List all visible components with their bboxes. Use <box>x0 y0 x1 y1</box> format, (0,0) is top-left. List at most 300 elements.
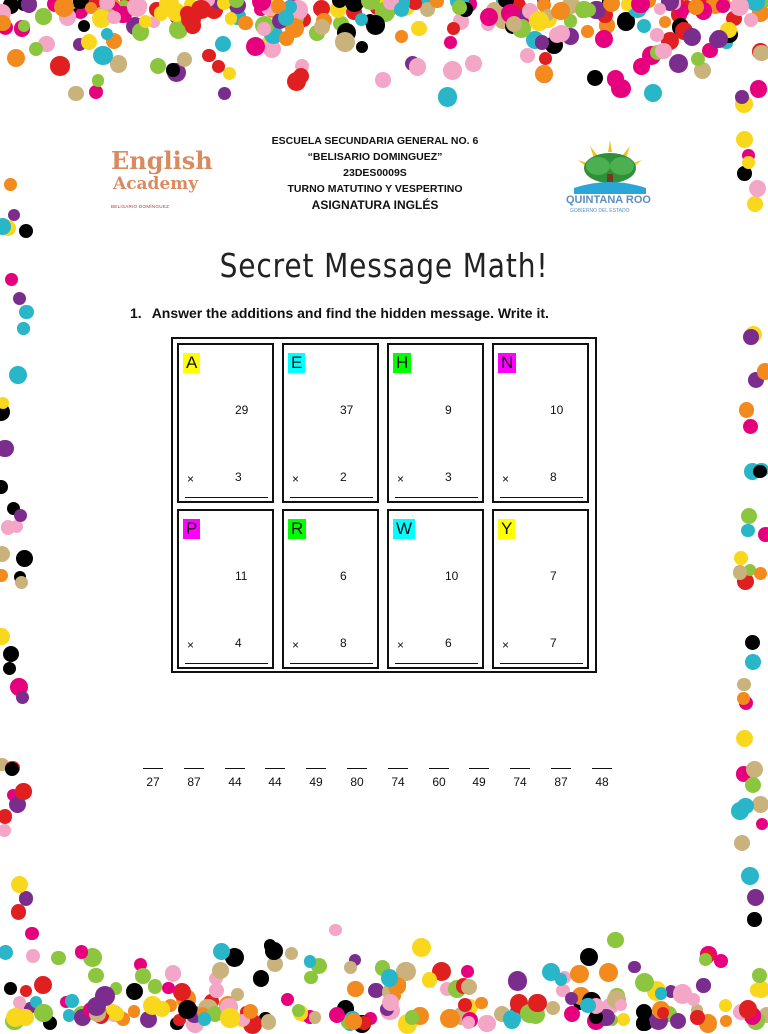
confetti-dot <box>25 927 38 940</box>
confetti-dot <box>440 1009 460 1029</box>
confetti-dot <box>6 1008 25 1027</box>
confetti-dot <box>347 981 364 998</box>
code-slot[interactable] <box>260 768 290 789</box>
confetti-dot <box>753 465 767 479</box>
problem-card-p <box>177 509 274 669</box>
confetti-dot <box>669 54 688 73</box>
answer-line[interactable] <box>290 497 373 498</box>
code-blank-line[interactable] <box>592 768 612 769</box>
confetti-dot <box>126 983 143 1000</box>
confetti-dot <box>745 635 760 650</box>
confetti-dot <box>26 949 40 963</box>
worksheet-title: Secret Message Math! <box>219 246 549 285</box>
confetti-dot <box>246 37 265 56</box>
confetti-dot <box>11 904 26 919</box>
confetti-dot <box>16 550 33 567</box>
confetti-dot <box>253 970 269 986</box>
code-slot[interactable] <box>138 768 168 789</box>
confetti-dot <box>746 761 763 778</box>
confetti-dot <box>223 67 236 80</box>
confetti-dot <box>747 912 762 927</box>
confetti-dot <box>177 52 192 67</box>
school-header <box>200 133 550 213</box>
confetti-dot <box>154 1001 170 1017</box>
code-slot[interactable] <box>587 768 617 789</box>
code-blank-line[interactable] <box>469 768 489 769</box>
multiply-sign: × <box>397 472 405 486</box>
code-blank-line[interactable] <box>510 768 530 769</box>
problem-card-h <box>387 343 484 503</box>
confetti-dot <box>758 527 768 542</box>
confetti-dot <box>202 49 215 62</box>
confetti-dot <box>29 42 43 56</box>
confetti-dot <box>93 46 113 66</box>
confetti-dot <box>238 16 252 30</box>
code-blank-line[interactable] <box>429 768 449 769</box>
confetti-dot <box>3 646 19 662</box>
confetti-dot <box>218 87 231 100</box>
confetti-dot <box>51 951 65 965</box>
confetti-dot <box>710 30 728 48</box>
confetti-dot <box>166 63 180 77</box>
confetti-dot <box>87 997 106 1016</box>
confetti-dot <box>744 13 758 27</box>
school-code: 23DES0009S <box>343 167 407 179</box>
confetti-dot <box>654 3 666 15</box>
confetti-dot <box>279 31 294 46</box>
confetti-dot <box>529 11 549 31</box>
confetti-dot <box>0 569 8 582</box>
confetti-dot <box>20 985 32 997</box>
confetti-dot <box>34 976 52 994</box>
confetti-dot <box>635 973 654 992</box>
confetti-dot <box>636 1004 652 1020</box>
confetti-dot <box>13 292 27 306</box>
answer-line[interactable] <box>185 663 268 664</box>
code-number: 87 <box>554 775 568 789</box>
confetti-dot <box>3 662 16 675</box>
card-top-number: 37 <box>340 403 354 417</box>
confetti-dot <box>631 0 649 13</box>
code-blank-line[interactable] <box>143 768 163 769</box>
confetti-dot <box>14 509 27 522</box>
confetti-dot <box>570 965 588 983</box>
confetti-dot <box>750 80 768 98</box>
code-number: 60 <box>432 775 446 789</box>
quintana-roo-logo <box>560 138 660 220</box>
confetti-dot <box>309 1011 321 1023</box>
confetti-dot <box>699 953 712 966</box>
code-blank-line[interactable] <box>388 768 408 769</box>
confetti-dot <box>88 968 103 983</box>
confetti-dot <box>655 987 667 999</box>
confetti-dot <box>50 56 70 76</box>
code-number: 74 <box>391 775 405 789</box>
confetti-dot <box>11 876 28 893</box>
confetti-dot <box>615 999 627 1011</box>
confetti-dot <box>15 783 31 799</box>
confetti-dot <box>535 35 549 49</box>
confetti-dot <box>611 79 631 99</box>
confetti-dot <box>1 520 15 534</box>
confetti-dot <box>19 305 33 319</box>
card-bottom-number: 8 <box>340 636 347 650</box>
confetti-dot <box>355 13 368 26</box>
multiply-sign: × <box>292 638 300 652</box>
problem-card-e <box>282 343 379 503</box>
confetti-dot <box>4 178 17 191</box>
multiply-sign: × <box>292 472 300 486</box>
confetti-dot <box>21 0 37 13</box>
code-blank-line[interactable] <box>265 768 285 769</box>
confetti-dot <box>528 994 546 1012</box>
confetti-dot <box>68 86 83 101</box>
confetti-dot <box>739 1000 758 1019</box>
code-number: 44 <box>228 775 242 789</box>
confetti-dot <box>535 65 553 83</box>
card-top-number: 10 <box>550 403 564 417</box>
confetti-dot <box>443 61 462 80</box>
card-letter: W <box>393 519 415 539</box>
confetti-dot <box>659 16 671 28</box>
confetti-dot <box>287 72 306 91</box>
confetti-dot <box>650 28 664 42</box>
confetti-dot <box>150 58 166 74</box>
confetti-dot <box>430 0 444 8</box>
confetti-dot <box>19 891 34 906</box>
confetti-dot <box>754 567 768 581</box>
card-bottom-number: 7 <box>550 636 557 650</box>
confetti-dot <box>329 1007 345 1023</box>
multiply-sign: × <box>502 472 510 486</box>
confetti-dot <box>752 968 767 983</box>
code-slot[interactable] <box>546 768 576 789</box>
confetti-dot <box>737 678 750 691</box>
answer-line[interactable] <box>395 663 478 664</box>
confetti-dot <box>520 48 535 63</box>
confetti-dot <box>688 0 704 15</box>
confetti-dot <box>405 1010 420 1025</box>
card-letter: P <box>183 519 200 539</box>
confetti-dot <box>162 982 174 994</box>
code-slot[interactable] <box>383 768 413 789</box>
confetti-dot <box>5 762 19 776</box>
code-blank-line[interactable] <box>306 768 326 769</box>
problem-card-a <box>177 343 274 503</box>
confetti-dot <box>89 85 103 99</box>
confetti-dot <box>314 19 330 35</box>
card-letter: H <box>393 353 411 373</box>
confetti-dot <box>756 818 768 831</box>
confetti-dot <box>735 90 749 104</box>
confetti-dot <box>344 961 357 974</box>
multiply-sign: × <box>502 638 510 652</box>
code-slot[interactable] <box>464 768 494 789</box>
confetti-dot <box>628 961 640 973</box>
confetti-dot <box>395 30 408 43</box>
confetti-dot <box>264 939 277 952</box>
confetti-dot <box>539 52 552 65</box>
problem-grid <box>171 337 597 673</box>
card-letter: N <box>498 353 516 373</box>
code-number: 74 <box>513 775 527 789</box>
confetti-dot <box>617 1013 630 1026</box>
code-number: 49 <box>309 775 323 789</box>
instruction <box>130 305 549 321</box>
confetti-dot <box>736 730 753 747</box>
confetti-dot <box>743 419 758 434</box>
confetti-dot <box>154 6 168 20</box>
confetti-dot <box>148 979 163 994</box>
confetti-dot <box>78 20 90 32</box>
logo-subtext: BELISARIO DOMÍNGUEZ <box>111 204 170 209</box>
confetti-dot <box>655 43 672 60</box>
confetti-dot <box>461 979 477 995</box>
confetti-dot <box>375 72 391 88</box>
instruction-number: 1. <box>130 305 142 321</box>
confetti-dot <box>734 551 748 565</box>
confetti-dot <box>5 273 18 286</box>
confetti-dot <box>135 968 151 984</box>
confetti-dot <box>739 402 755 418</box>
confetti-dot <box>549 27 565 43</box>
card-letter: R <box>288 519 306 539</box>
code-blank-line[interactable] <box>551 768 571 769</box>
confetti-dot <box>581 25 594 38</box>
code-slot[interactable] <box>220 768 250 789</box>
confetti-dot <box>9 366 27 384</box>
confetti-dot <box>753 45 768 62</box>
confetti-dot <box>173 983 191 1001</box>
confetti-dot <box>165 965 181 981</box>
code-number: 87 <box>187 775 201 789</box>
card-top-number: 11 <box>235 569 248 583</box>
code-blank-line[interactable] <box>184 768 204 769</box>
confetti-dot <box>356 41 369 54</box>
confetti-dot <box>447 22 460 35</box>
confetti-dot <box>19 224 33 238</box>
confetti-dot <box>225 12 238 25</box>
confetti-dot <box>745 654 761 670</box>
answer-line[interactable] <box>500 663 583 664</box>
confetti-dot <box>633 58 650 75</box>
confetti-dot <box>0 546 10 562</box>
confetti-dot <box>508 971 527 990</box>
card-letter: A <box>183 353 200 373</box>
code-blank-line[interactable] <box>225 768 245 769</box>
confetti-dot <box>422 972 438 988</box>
confetti-dot <box>4 982 17 995</box>
confetti-dot <box>546 1001 560 1015</box>
confetti-dot <box>54 0 74 17</box>
confetti-dot <box>734 835 750 851</box>
confetti-dot <box>285 947 298 960</box>
code-blank-line[interactable] <box>347 768 367 769</box>
code-slot[interactable] <box>342 768 372 789</box>
tree-emblem-icon <box>560 138 660 198</box>
card-bottom-number: 4 <box>235 636 242 650</box>
confetti-dot <box>92 74 104 86</box>
code-number: 49 <box>472 775 486 789</box>
subject: ASIGNATURA INGLÉS <box>311 198 439 212</box>
confetti-dot <box>16 691 29 704</box>
confetti-dot <box>180 6 195 21</box>
confetti-dot <box>0 440 14 457</box>
confetti-dot <box>261 1014 276 1029</box>
logo-government-text: GOBIERNO DEL ESTADO <box>570 208 630 214</box>
school-honoree: “BELISARIO DOMINGUEZ” <box>307 151 443 163</box>
school-name: ESCUELA SECUNDARIA GENERAL NO. 6 <box>271 135 479 147</box>
logo-academy-text: Academy <box>113 174 199 194</box>
confetti-dot <box>81 34 97 50</box>
confetti-dot <box>75 945 89 959</box>
confetti-dot <box>0 628 10 645</box>
confetti-dot <box>742 156 755 169</box>
confetti-dot <box>565 992 578 1005</box>
confetti-dot <box>551 5 566 20</box>
confetti-dot <box>0 809 12 824</box>
confetti-dot <box>35 8 51 24</box>
instruction-text: Answer the additions and find the hidden message. Write it. <box>151 305 549 321</box>
card-bottom-number: 3 <box>445 470 452 484</box>
confetti-dot <box>749 180 766 197</box>
card-bottom-number: 3 <box>235 470 242 484</box>
card-bottom-number: 2 <box>340 470 347 484</box>
confetti-dot <box>752 796 768 813</box>
confetti-dot <box>409 58 427 76</box>
problem-card-r <box>282 509 379 669</box>
confetti-dot <box>304 971 317 984</box>
confetti-dot <box>696 978 710 992</box>
code-slot[interactable] <box>301 768 331 789</box>
confetti-dot <box>716 0 730 13</box>
multiply-sign: × <box>397 638 405 652</box>
confetti-dot <box>741 867 759 885</box>
confetti-dot <box>335 32 355 52</box>
confetti-dot <box>231 988 244 1001</box>
confetti-dot <box>714 954 728 968</box>
english-academy-logo <box>105 146 213 216</box>
code-number: 27 <box>146 775 160 789</box>
confetti-dot <box>504 1014 519 1029</box>
problem-card-y <box>492 509 589 669</box>
confetti-dot <box>542 963 560 981</box>
confetti-dot <box>747 196 763 212</box>
confetti-dot <box>345 1013 362 1030</box>
confetti-dot <box>438 87 457 106</box>
confetti-dot <box>736 131 753 148</box>
confetti-dot <box>107 11 121 25</box>
confetti-dot <box>34 1004 53 1023</box>
confetti-dot <box>741 508 757 524</box>
confetti-dot <box>580 948 598 966</box>
multiply-sign: × <box>187 472 195 486</box>
code-number: 44 <box>268 775 282 789</box>
confetti-dot <box>461 965 474 978</box>
confetti-dot <box>17 322 30 335</box>
confetti-dot <box>580 998 595 1013</box>
confetti-dot <box>411 21 427 37</box>
card-top-number: 10 <box>445 569 459 583</box>
confetti-dot <box>212 962 229 979</box>
confetti-dot <box>690 1010 704 1024</box>
confetti-dot <box>733 565 747 579</box>
confetti-dot <box>644 84 662 102</box>
confetti-dot <box>741 524 755 538</box>
confetti-dot <box>15 576 28 589</box>
confetti-dot <box>408 0 421 10</box>
school-shift: TURNO MATUTINO Y VESPERTINO <box>287 183 463 195</box>
confetti-dot <box>607 932 623 948</box>
confetti-dot <box>657 1007 669 1019</box>
card-top-number: 29 <box>235 403 249 417</box>
answer-line[interactable] <box>290 663 373 664</box>
answer-line[interactable] <box>500 497 583 498</box>
confetti-dot <box>0 945 13 960</box>
card-bottom-number: 8 <box>550 470 557 484</box>
confetti-dot <box>7 49 26 68</box>
multiply-sign: × <box>187 638 195 652</box>
card-bottom-number: 6 <box>445 636 452 650</box>
confetti-dot <box>670 1013 686 1029</box>
confetti-dot <box>329 924 341 936</box>
confetti-dot <box>444 36 457 49</box>
confetti-dot <box>737 798 753 814</box>
confetti-dot <box>595 30 613 48</box>
confetti-dot <box>599 963 618 982</box>
confetti-dot <box>0 480 8 494</box>
problem-card-n <box>492 343 589 503</box>
confetti-dot <box>128 1005 140 1017</box>
confetti-dot <box>412 938 431 957</box>
confetti-dot <box>278 10 294 26</box>
confetti-dot <box>687 993 700 1006</box>
card-top-number: 6 <box>340 569 347 583</box>
code-slot[interactable] <box>505 768 535 789</box>
confetti-dot <box>475 997 488 1010</box>
confetti-dot <box>281 993 294 1006</box>
confetti-dot <box>587 70 603 86</box>
confetti-dot <box>65 994 79 1008</box>
card-letter: Y <box>498 519 515 539</box>
confetti-dot <box>691 52 705 66</box>
logo-state-text: QUINTANA ROO <box>566 194 651 206</box>
code-number: 80 <box>350 775 364 789</box>
confetti-dot <box>757 363 768 379</box>
confetti-dot <box>0 824 11 837</box>
confetti-dot <box>719 999 732 1012</box>
code-slot[interactable] <box>424 768 454 789</box>
confetti-dot <box>720 1015 732 1027</box>
confetti-dot <box>564 1006 580 1022</box>
code-slot[interactable] <box>179 768 209 789</box>
confetti-dot <box>215 36 231 52</box>
answer-line[interactable] <box>395 497 478 498</box>
confetti-dot <box>127 0 146 17</box>
problem-card-w <box>387 509 484 669</box>
confetti-dot <box>743 329 759 345</box>
confetti-dot <box>209 983 224 998</box>
confetti-dot <box>480 8 498 26</box>
logo-english-text: English <box>111 146 213 175</box>
answer-line[interactable] <box>185 497 268 498</box>
card-top-number: 7 <box>550 569 557 583</box>
confetti-dot <box>745 777 761 793</box>
confetti-dot <box>683 28 701 46</box>
card-top-number: 9 <box>445 403 452 417</box>
confetti-dot <box>304 955 316 967</box>
confetti-dot <box>465 55 482 72</box>
